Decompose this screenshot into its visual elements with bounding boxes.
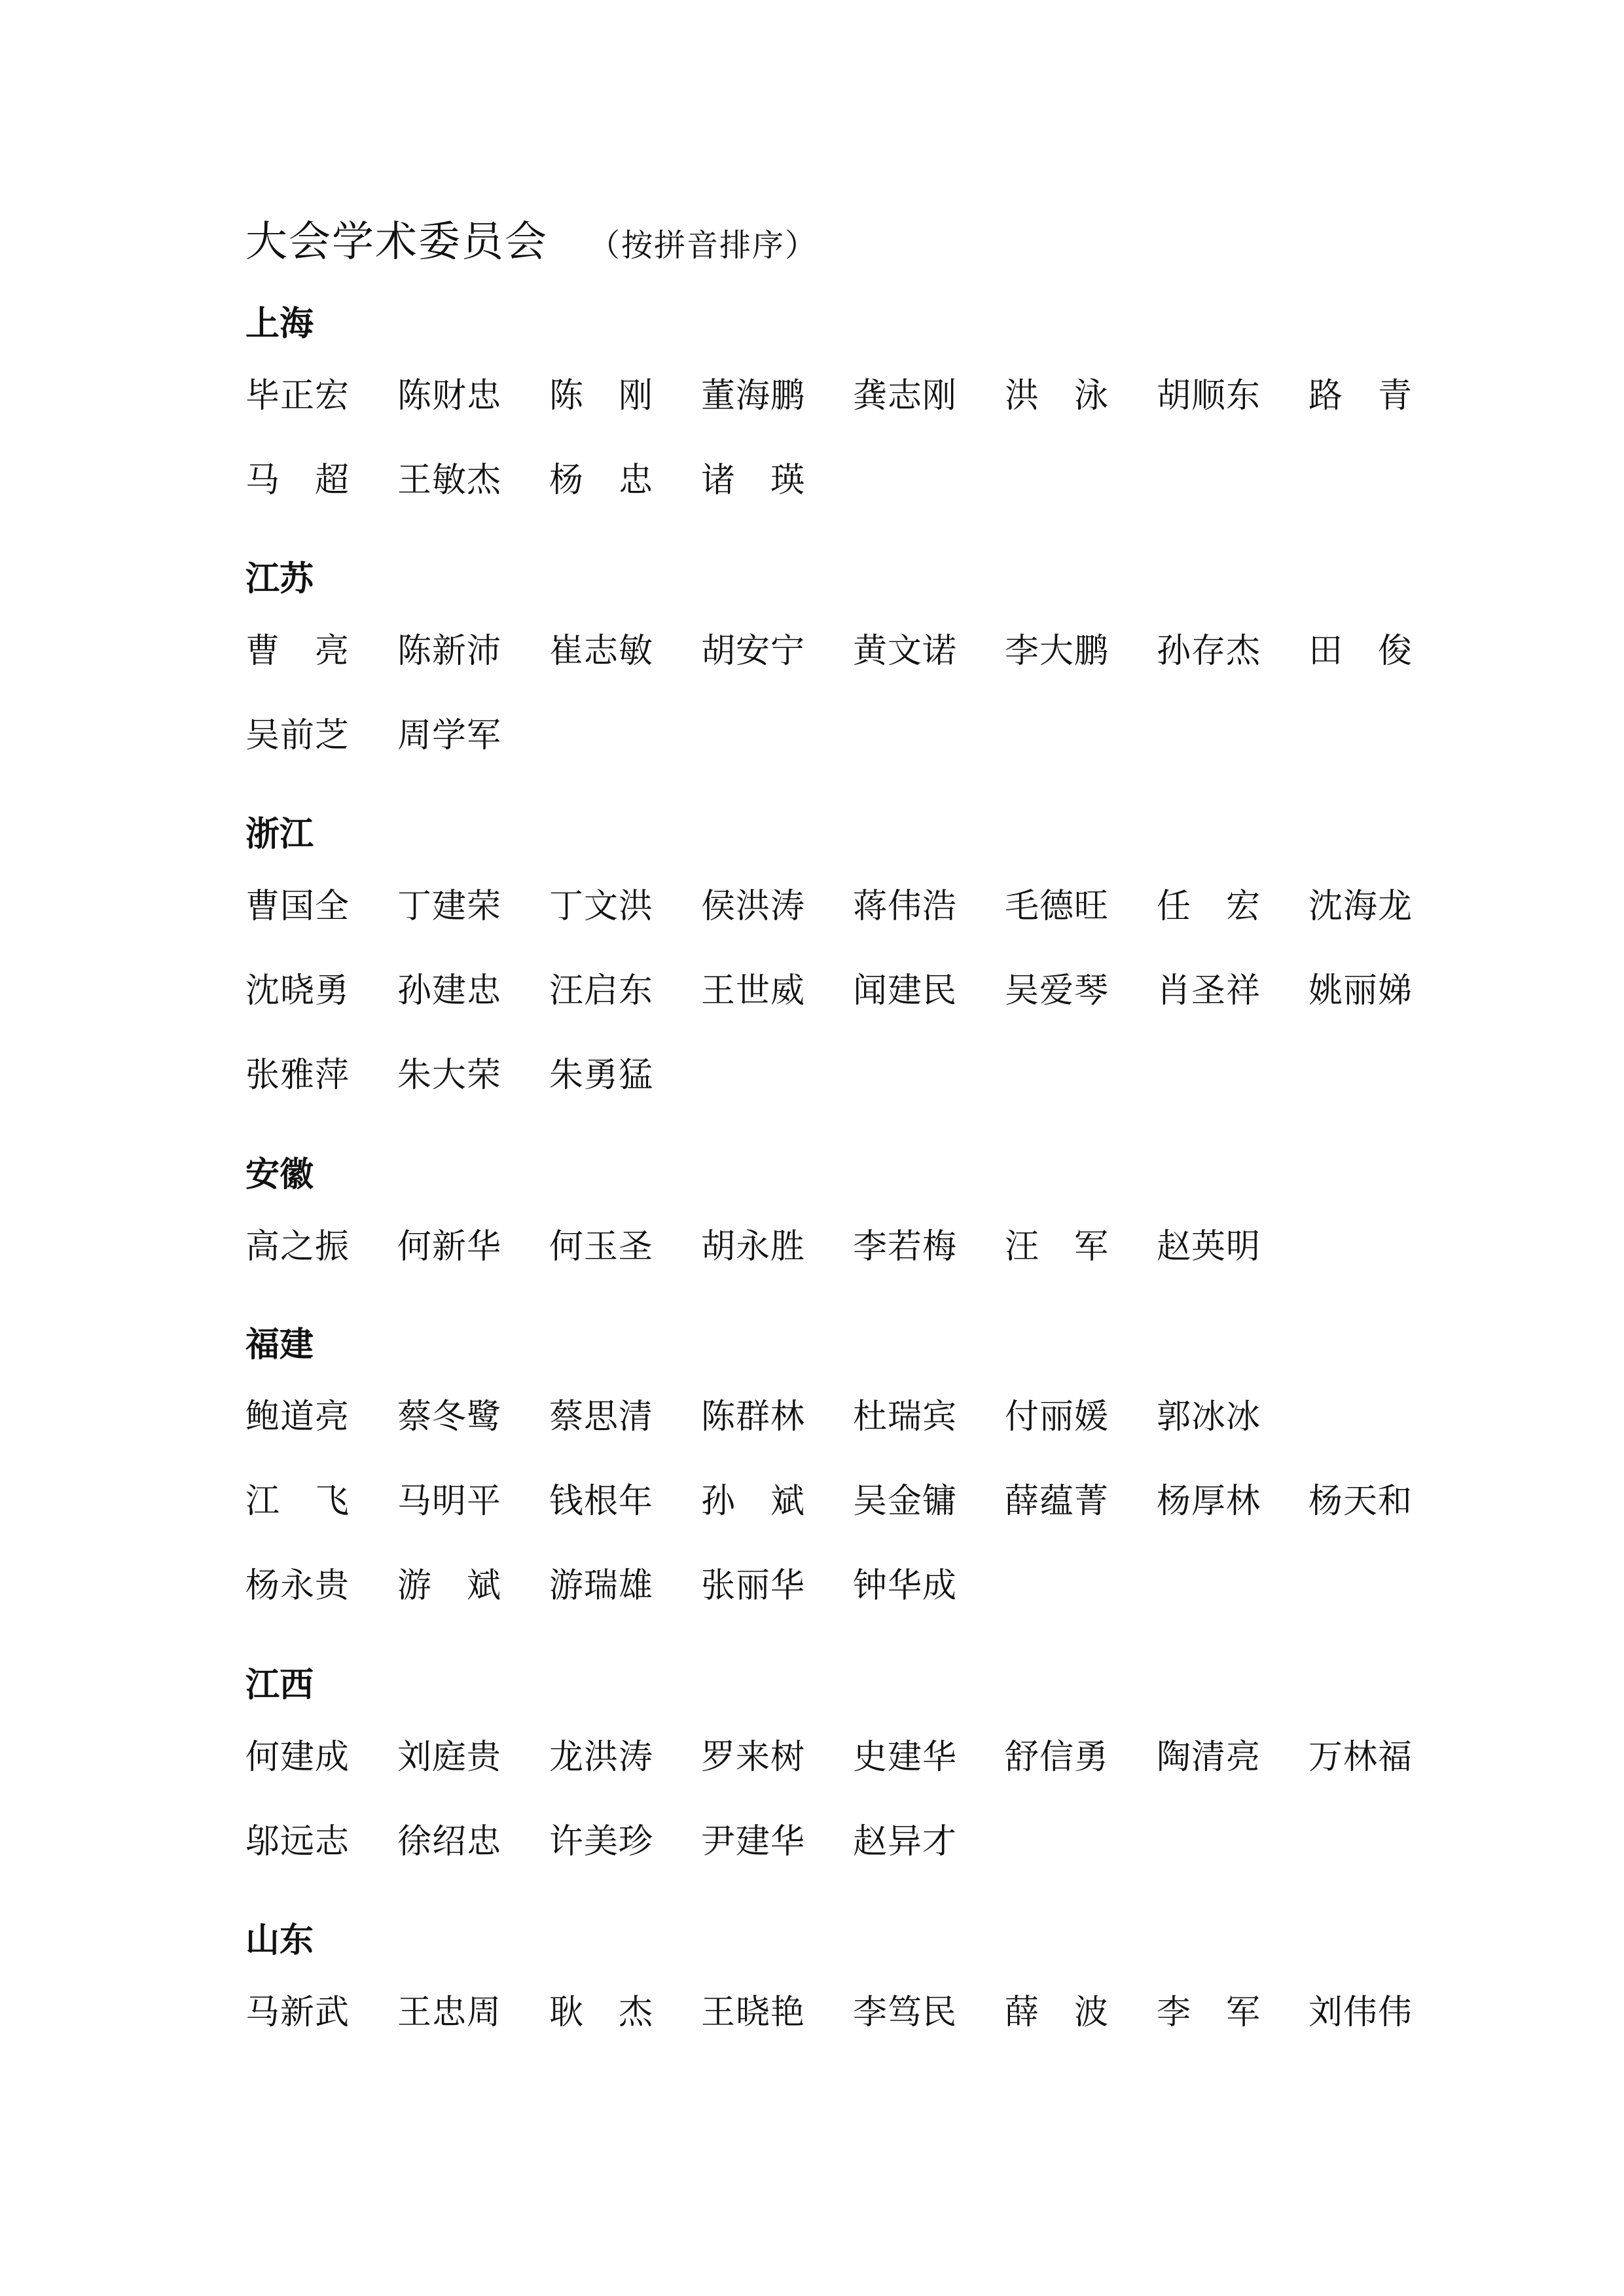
name-row bbox=[245, 1967, 1460, 2051]
region-section bbox=[245, 301, 1460, 519]
member-name: 周学军 bbox=[397, 716, 502, 755]
member-name: 朱大荣 bbox=[397, 1056, 502, 1095]
region-heading: 安徽 bbox=[245, 1155, 314, 1194]
region-section bbox=[245, 1918, 1460, 2051]
member-name: 吴爱琴 bbox=[1005, 971, 1110, 1011]
member-name: 诸 瑛 bbox=[701, 461, 806, 500]
member-name: 肖圣祥 bbox=[1157, 971, 1261, 1011]
member-name: 曹 亮 bbox=[245, 632, 350, 671]
member-name: 吴金镛 bbox=[853, 1482, 958, 1521]
name-row bbox=[245, 1796, 1460, 1880]
member-name: 陈 刚 bbox=[549, 376, 654, 416]
name-rows bbox=[245, 605, 1460, 774]
name-rows bbox=[245, 1967, 1460, 2051]
member-name: 罗来树 bbox=[701, 1738, 806, 1777]
member-name: 黄文诺 bbox=[853, 632, 958, 671]
region-heading: 山东 bbox=[245, 1921, 314, 1960]
member-name: 邬远志 bbox=[245, 1822, 350, 1861]
member-name: 胡安宁 bbox=[701, 632, 806, 671]
name-row bbox=[245, 1030, 1460, 1114]
member-name: 李笃民 bbox=[853, 1993, 958, 2032]
member-name: 马 超 bbox=[245, 461, 350, 500]
name-rows bbox=[245, 1712, 1460, 1880]
member-name: 鲍道亮 bbox=[245, 1397, 350, 1437]
member-name: 杨 忠 bbox=[549, 461, 654, 500]
member-name: 崔志敏 bbox=[549, 632, 654, 671]
name-row bbox=[245, 350, 1460, 435]
member-name: 蒋伟浩 bbox=[853, 887, 958, 926]
region-section bbox=[245, 1152, 1308, 1285]
page-title: 大会学术委员会 bbox=[245, 218, 548, 266]
member-name: 杜瑞宾 bbox=[853, 1397, 958, 1437]
member-name: 龚志刚 bbox=[853, 376, 958, 416]
region-section bbox=[245, 1322, 1460, 1624]
member-name: 李 军 bbox=[1157, 1993, 1261, 2032]
member-name: 丁建荣 bbox=[397, 887, 502, 926]
member-name: 蔡冬鹭 bbox=[397, 1397, 502, 1437]
member-name: 张雅萍 bbox=[245, 1056, 350, 1095]
region-section bbox=[245, 1662, 1460, 1880]
name-row bbox=[245, 1371, 1460, 1456]
member-name: 曹国全 bbox=[245, 887, 350, 926]
member-name: 薛 波 bbox=[1005, 1993, 1110, 2032]
member-name: 丁文洪 bbox=[549, 887, 654, 926]
region-heading: 浙江 bbox=[245, 815, 314, 854]
member-name: 江 飞 bbox=[245, 1482, 350, 1521]
name-row bbox=[245, 1540, 1460, 1624]
member-name: 毛德旺 bbox=[1005, 887, 1110, 926]
member-name: 路 青 bbox=[1308, 376, 1413, 416]
member-name: 杨天和 bbox=[1308, 1482, 1413, 1521]
member-name: 马新武 bbox=[245, 1993, 350, 2032]
region-section bbox=[245, 812, 1460, 1114]
member-name: 洪 泳 bbox=[1005, 376, 1110, 416]
member-name: 孙建忠 bbox=[397, 971, 502, 1011]
member-name: 孙存杰 bbox=[1157, 632, 1261, 671]
member-name: 游瑞雄 bbox=[549, 1566, 654, 1605]
name-row bbox=[245, 1712, 1460, 1796]
member-name: 杨厚林 bbox=[1157, 1482, 1261, 1521]
member-name: 许美珍 bbox=[549, 1822, 654, 1861]
region-heading: 江西 bbox=[245, 1666, 314, 1705]
member-name: 陈新沛 bbox=[397, 632, 502, 671]
member-name: 侯洪涛 bbox=[701, 887, 806, 926]
member-name: 孙 斌 bbox=[701, 1482, 806, 1521]
member-name: 王忠周 bbox=[397, 1993, 502, 2032]
member-name: 董海鹏 bbox=[701, 376, 806, 416]
member-name: 尹建华 bbox=[701, 1822, 806, 1861]
member-name: 沈海龙 bbox=[1308, 887, 1413, 926]
member-name: 胡顺东 bbox=[1157, 376, 1261, 416]
name-row bbox=[245, 690, 1460, 774]
member-name: 刘伟伟 bbox=[1308, 1993, 1413, 2032]
name-rows bbox=[245, 1371, 1460, 1624]
member-name: 姚丽娣 bbox=[1308, 971, 1413, 1011]
member-name: 赵异才 bbox=[853, 1822, 958, 1861]
member-name: 张丽华 bbox=[701, 1566, 806, 1605]
name-row bbox=[245, 605, 1460, 690]
member-name: 薛蕴菁 bbox=[1005, 1482, 1110, 1521]
member-name: 闻建民 bbox=[853, 971, 958, 1011]
member-name: 马明平 bbox=[397, 1482, 502, 1521]
member-name: 赵英明 bbox=[1157, 1227, 1261, 1266]
member-name: 何建成 bbox=[245, 1738, 350, 1777]
name-row bbox=[245, 945, 1460, 1030]
region-heading: 上海 bbox=[245, 304, 314, 344]
member-name: 王世威 bbox=[701, 971, 806, 1011]
member-name: 耿 杰 bbox=[549, 1993, 654, 2032]
member-name: 汪 军 bbox=[1005, 1227, 1110, 1266]
name-row bbox=[245, 1201, 1308, 1285]
name-rows bbox=[245, 1201, 1308, 1285]
member-name: 胡永胜 bbox=[701, 1227, 806, 1266]
member-name: 毕正宏 bbox=[245, 376, 350, 416]
name-rows bbox=[245, 350, 1460, 519]
member-name: 王晓艳 bbox=[701, 1993, 806, 2032]
member-name: 高之振 bbox=[245, 1227, 350, 1266]
name-row bbox=[245, 861, 1460, 945]
member-name: 万林福 bbox=[1308, 1738, 1413, 1777]
name-row bbox=[245, 435, 1460, 519]
member-name: 徐绍忠 bbox=[397, 1822, 502, 1861]
member-name: 陈财忠 bbox=[397, 376, 502, 416]
name-rows bbox=[245, 861, 1460, 1114]
member-name: 郭冰冰 bbox=[1157, 1397, 1261, 1437]
member-name: 龙洪涛 bbox=[549, 1738, 654, 1777]
member-name: 何新华 bbox=[397, 1227, 502, 1266]
page-subtitle: （按拼音排序） bbox=[588, 227, 818, 264]
member-name: 朱勇猛 bbox=[549, 1056, 654, 1095]
member-name: 沈晓勇 bbox=[245, 971, 350, 1011]
member-name: 陶清亮 bbox=[1157, 1738, 1261, 1777]
member-name: 史建华 bbox=[853, 1738, 958, 1777]
title-line bbox=[245, 208, 818, 271]
member-name: 钱根年 bbox=[549, 1482, 654, 1521]
member-name: 吴前芝 bbox=[245, 716, 350, 755]
member-name: 钟华成 bbox=[853, 1566, 958, 1605]
member-name: 游 斌 bbox=[397, 1566, 502, 1605]
member-name: 刘庭贵 bbox=[397, 1738, 502, 1777]
member-name: 蔡思清 bbox=[549, 1397, 654, 1437]
region-section bbox=[245, 556, 1460, 774]
member-name: 李大鹏 bbox=[1005, 632, 1110, 671]
member-name: 汪启东 bbox=[549, 971, 654, 1011]
name-row bbox=[245, 1456, 1460, 1540]
member-name: 何玉圣 bbox=[549, 1227, 654, 1266]
member-name: 陈群林 bbox=[701, 1397, 806, 1437]
member-name: 舒信勇 bbox=[1005, 1738, 1110, 1777]
member-name: 李若梅 bbox=[853, 1227, 958, 1266]
member-name: 王敏杰 bbox=[397, 461, 502, 500]
member-name: 田 俊 bbox=[1308, 632, 1413, 671]
member-name: 付丽媛 bbox=[1005, 1397, 1110, 1437]
region-heading: 江苏 bbox=[245, 560, 314, 599]
member-name: 任 宏 bbox=[1157, 887, 1261, 926]
member-name: 杨永贵 bbox=[245, 1566, 350, 1605]
region-heading: 福建 bbox=[245, 1325, 314, 1365]
